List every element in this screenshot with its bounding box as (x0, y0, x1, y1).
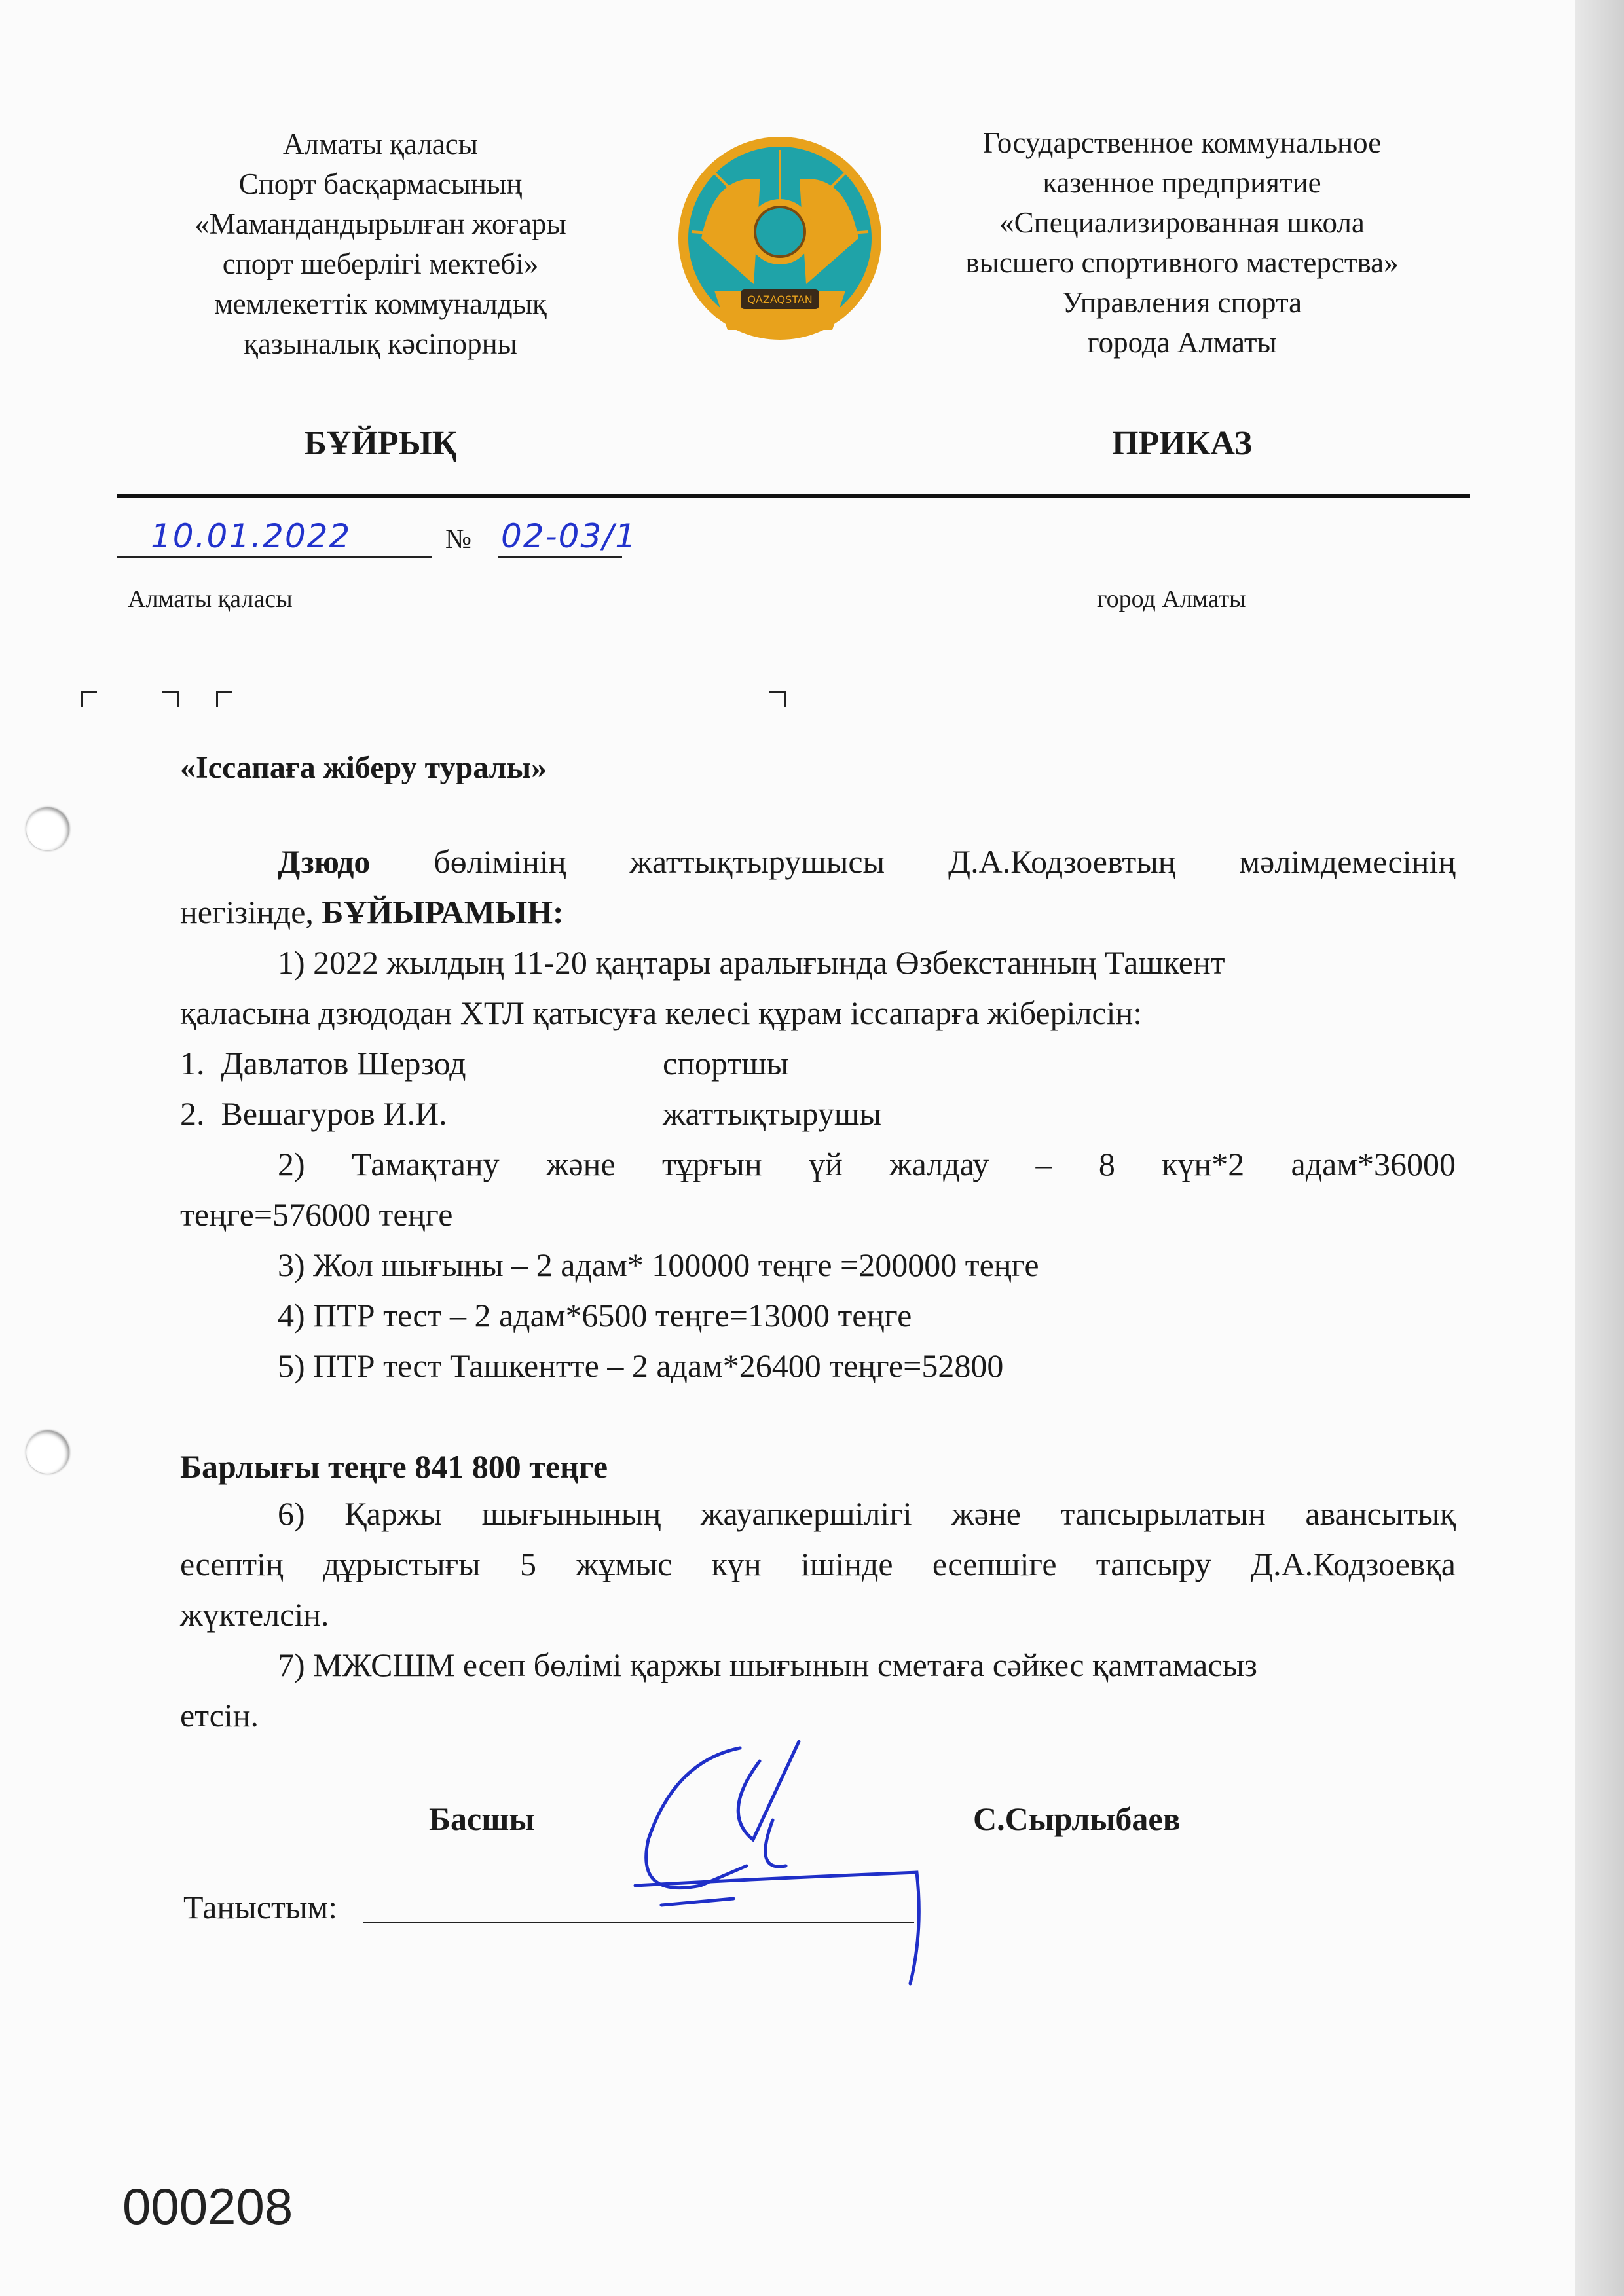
number-underline (498, 556, 622, 558)
number-handwritten: 02-03/1 (501, 517, 637, 555)
header-line: Алматы қаласы (283, 128, 478, 160)
document-title: «Іссапаға жіберу туралы» (180, 750, 547, 785)
header-rule (117, 494, 1470, 498)
total-line: Барлығы теңге 841 800 теңге (180, 1448, 608, 1485)
date-handwritten: 10.01.2022 (151, 517, 352, 555)
text: негізінде, (180, 894, 314, 930)
body-line: 5) ПТР тест Ташкентте – 2 адам*26400 теңге=52800 (278, 1347, 1004, 1384)
punch-hole (26, 1430, 69, 1474)
text: бөлімінің жаттықтырушысы Д.А.Кодзоевтың мәлімдемесінің (434, 843, 1456, 880)
signatory-name: С.Сырлыбаев (973, 1800, 1181, 1837)
signatory-position: Басшы (429, 1800, 535, 1837)
member-role: спортшы (663, 1045, 789, 1082)
body-line: қаласына дзюдодан ХТЛ қатысуға келесі құрам іссапарға жіберілсін: (180, 994, 1143, 1031)
body-line: 3) Жол шығыны – 2 адам* 100000 теңге =200000 теңге (278, 1247, 1039, 1283)
member-name: Давлатов Шерзод (221, 1045, 466, 1082)
header-line: «Мамандандырылған жоғары (194, 208, 566, 240)
body-line: 7) МЖСШМ есеп бөлімі қаржы шығынын сметаға сәйкес қамтамасыз (278, 1647, 1257, 1683)
corner-mark (216, 691, 232, 707)
member-number: 1. (180, 1045, 205, 1082)
page-number: 000208 (122, 2178, 293, 2235)
city-ru: город Алматы (1097, 585, 1246, 613)
body-line: есептің дұрыстығы 5 жұмыс күн ішінде есепшіге тапсыру Д.А.Кодзоевқа (180, 1546, 1456, 1582)
header-line: Управления спорта (1061, 286, 1302, 319)
kazakhstan-emblem-icon (675, 134, 885, 343)
doc-type-ru: ПРИКАЗ (1111, 425, 1253, 462)
member-name: Вешагуров И.И. (221, 1095, 447, 1132)
city-kz: Алматы қаласы (128, 585, 293, 613)
corner-mark (81, 691, 97, 707)
member-row (180, 1089, 447, 1139)
body-line: теңге=576000 теңге (180, 1196, 453, 1233)
header-line: спорт шеберлігі мектебі» (222, 247, 539, 280)
body-line: 6) Қаржы шығынының жауапкершілігі және тапсырылатын авансытық (278, 1495, 1456, 1532)
header-ru (913, 123, 1450, 363)
date-underline (117, 556, 432, 558)
header-line: мемлекеттік коммуналдық (214, 287, 547, 320)
corner-mark (162, 691, 179, 707)
doc-type-kz: БҰЙРЫҚ (304, 425, 457, 462)
number-sign: № (445, 524, 472, 555)
header-line: қазыналық кәсіпорны (244, 327, 517, 360)
header-line: «Специализированная школа (999, 206, 1365, 239)
body-line: 4) ПТР тест – 2 адам*6500 теңге=13000 теңге (278, 1297, 912, 1334)
emblem-text: QAZAQSTAN (747, 293, 813, 306)
member-row (180, 1038, 466, 1089)
bold-text: Дзюдо (278, 843, 371, 880)
header-kz (112, 124, 649, 364)
header-line: казенное предприятие (1043, 166, 1321, 199)
corner-mark (769, 691, 786, 707)
order-word: БҰЙЫРАМЫН: (322, 894, 564, 930)
member-number: 2. (180, 1095, 205, 1132)
scan-edge (1575, 0, 1624, 2296)
header-line: города Алматы (1087, 326, 1277, 359)
body-line (278, 837, 1456, 887)
handwritten-signature-icon (622, 1735, 936, 1997)
header-line: Спорт басқармасының (238, 168, 523, 200)
punch-hole (26, 807, 69, 850)
body-line: жүктелсін. (180, 1596, 329, 1633)
header-line: Государственное коммунальное (982, 126, 1382, 159)
acquainted-label: Таныстым: (183, 1889, 338, 1925)
body-line: етсін. (180, 1697, 259, 1734)
body-line: 1) 2022 жылдың 11-20 қаңтары аралығында Өзбекстанның Ташкент (278, 944, 1225, 981)
header-line: высшего спортивного мастерства» (965, 246, 1399, 279)
body-line: 2) Тамақтану және тұрғын үй жалдау – 8 күн*2 адам*36000 (278, 1146, 1456, 1182)
member-role: жаттықтырушы (663, 1095, 881, 1132)
body-line (180, 887, 564, 938)
